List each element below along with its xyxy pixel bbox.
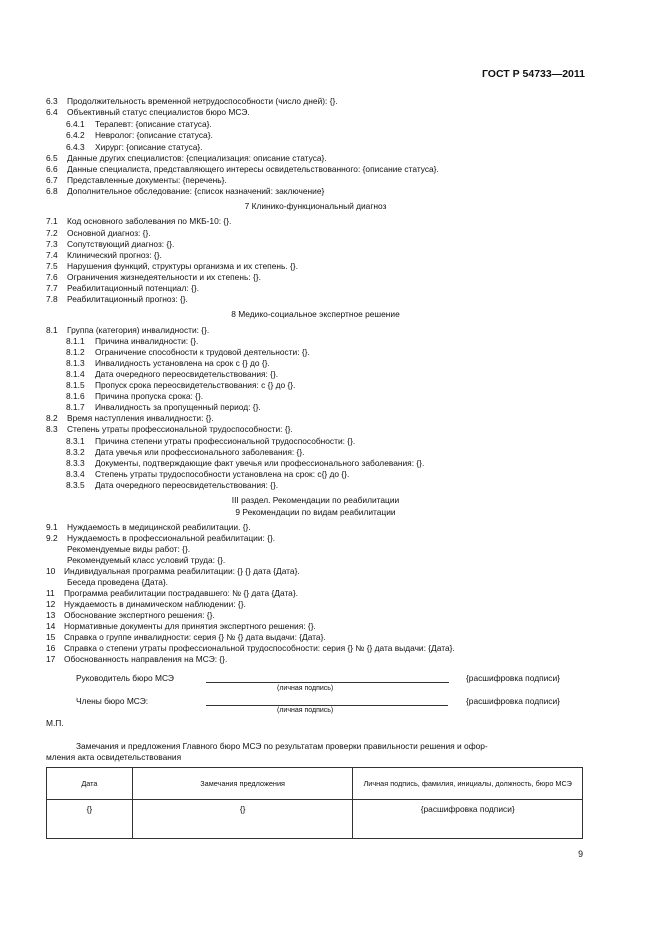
item-number: 8.3.3 <box>66 458 85 468</box>
item-text: Данные специалиста, представляющего интересы освидетельствованного: {описание статуса}. <box>67 164 439 174</box>
item-text: Инвалидность установлена на срок с {} до {}. <box>95 358 270 368</box>
item-text: Программа реабилитации пострадавшего: № {} дата {Дата}. <box>64 588 298 598</box>
item-text: Документы, подтверждающие факт увечья или профессионального заболевания: {}. <box>95 458 425 468</box>
item-text: Объективный статус специалистов бюро МСЭ. <box>67 107 250 117</box>
item-number: 8.1.4 <box>66 369 85 379</box>
item-text: Обоснование экспертного решения: {}. <box>64 610 215 620</box>
item-text: Причина степени утраты профессиональной трудоспособности: {}. <box>95 436 356 446</box>
item-number: 9.1 <box>46 522 58 532</box>
cell-signature: {расшифровка подписи} <box>353 800 583 839</box>
item-number: 7.4 <box>46 250 58 260</box>
item-number: 7.1 <box>46 216 58 226</box>
head-signature-line <box>206 682 449 683</box>
item-text: Нуждаемость в медицинской реабилитации. {}. <box>67 522 251 532</box>
item-number: 6.4.3 <box>66 142 85 152</box>
item-text: Дата очередного переосвидетельствования: {}. <box>95 369 279 379</box>
item-text: Рекомендуемый класс условий труда: {}. <box>67 555 226 565</box>
item-text: Ограничение способности к трудовой деятельности: {}. <box>95 347 310 357</box>
item-number: 12 <box>46 599 56 609</box>
section-title: 7 Клинико-функциональный диагноз <box>244 201 387 211</box>
item-number: 7.5 <box>46 261 58 271</box>
item-text: Невролог: {описание статуса}. <box>95 130 213 140</box>
item-text: Продолжительность временной нетрудоспособности (число дней): {}. <box>67 96 338 106</box>
item-text: Индивидуальная программа реабилитации: {} {} дата {Дата}. <box>64 566 300 576</box>
item-text: Нуждаемость в динамическом наблюдении: {}. <box>64 599 246 609</box>
item-number: 8.1.2 <box>66 347 85 357</box>
section-title: 8 Медико-социальное экспертное решение <box>231 309 400 319</box>
item-number: 6.6 <box>46 164 58 174</box>
item-text: Дата очередного переосвидетельствования: {}. <box>95 480 279 490</box>
item-number: 8.2 <box>46 413 58 423</box>
item-number: 8.3.5 <box>66 480 85 490</box>
item-text: Справка о группе инвалидности: серия {} № {} дата выдачи: {Дата}. <box>64 632 326 642</box>
item-number: 6.4 <box>46 107 58 117</box>
item-text: Основной диагноз: {}. <box>67 228 151 238</box>
header-date: Дата <box>47 768 133 800</box>
item-number: 17 <box>46 654 56 664</box>
item-text: Представленные документы: {перечень}. <box>67 175 227 185</box>
item-text: Рекомендуемые виды работ: {}. <box>67 544 191 554</box>
item-number: 8.3 <box>46 424 58 434</box>
item-number: 8.3.4 <box>66 469 85 479</box>
item-text: Данные других специалистов: {специализация: описание статуса}. <box>67 153 327 163</box>
item-number: 8.3.1 <box>66 436 85 446</box>
item-text: Причина пропуска срока: {}. <box>95 391 204 401</box>
item-text: Нуждаемость в профессиональной реабилитации: {}. <box>67 533 276 543</box>
remarks-line-1: Замечания и предложения Главного бюро МСЭ по результатам проверки правильности решения и офор- <box>76 741 488 751</box>
item-text: Клинический прогноз: {}. <box>67 250 162 260</box>
item-text: Время наступления инвалидности: {}. <box>67 413 214 423</box>
item-text: Хирург: {описание статуса}. <box>95 142 203 152</box>
item-text: Причина инвалидности: {}. <box>95 336 199 346</box>
item-text: Дата увечья или профессионального заболевания: {}. <box>95 447 305 457</box>
item-text: Реабилитационный прогноз: {}. <box>67 294 188 304</box>
item-number: 11 <box>46 588 55 598</box>
head-label: Руководитель бюро МСЭ <box>76 673 174 683</box>
header-signature <box>353 768 583 800</box>
item-number: 6.4.2 <box>66 130 85 140</box>
table-row <box>47 800 583 839</box>
item-number: 8.1.1 <box>66 336 85 346</box>
section-title: 9 Рекомендации по видам реабилитации <box>235 507 396 517</box>
remarks-line-2: мления акта освидетельствования <box>46 752 182 762</box>
members-sign-caption: (личная подпись) <box>277 707 334 714</box>
item-text: Реабилитационный потенциал: {}. <box>67 283 200 293</box>
item-number: 8.1.6 <box>66 391 85 401</box>
item-text: Нарушения функций, структуры организма и их степень. {}. <box>67 261 298 271</box>
item-text: Обоснованность направления на МСЭ: {}. <box>64 654 228 664</box>
members-decode: {расшифровка подписи} <box>466 696 560 706</box>
item-text: Беседа проведена {Дата}. <box>67 577 168 587</box>
item-number: 15 <box>46 632 56 642</box>
item-number: 14 <box>46 621 56 631</box>
item-number: 8.1.5 <box>66 380 85 390</box>
item-number: 7.8 <box>46 294 58 304</box>
item-number: 9.2 <box>46 533 58 543</box>
standard-header: ГОСТ Р 54733—2011 <box>481 68 585 80</box>
header-signature-text: Личная подпись, фамилия, инициалы, должность, бюро МСЭ <box>363 778 572 788</box>
item-number: 13 <box>46 610 56 620</box>
header-remarks: Замечания предложения <box>132 768 353 800</box>
item-number: 6.7 <box>46 175 58 185</box>
item-number: 7.7 <box>46 283 58 293</box>
table-header-row <box>47 768 583 800</box>
item-text: Терапевт: {описание статуса}. <box>95 119 212 129</box>
item-text: Нормативные документы для принятия экспертного решения: {}. <box>64 621 316 631</box>
head-sign-caption: (личная подпись) <box>277 685 334 692</box>
item-text: Код основного заболевания по МКБ-10: {}. <box>67 216 232 226</box>
item-text: Пропуск срока переосвидетельствования: с {} до {}. <box>95 380 296 390</box>
item-number: 10 <box>46 566 56 576</box>
item-number: 8.1.3 <box>66 358 85 368</box>
cell-remarks: {} <box>132 800 353 839</box>
item-text: Дополнительное обследование: {список назначений: заключение} <box>67 186 325 196</box>
members-signature-line <box>206 705 448 706</box>
section-title: III раздел. Рекомендации по реабилитации <box>231 495 400 505</box>
item-text: Сопутствующий диагноз: {}. <box>67 239 175 249</box>
item-text: Справка о степени утраты профессиональной трудоспособности: серия {} № {} дата выдачи: {Дата}. <box>64 643 455 653</box>
item-text: Ограничения жизнедеятельности и их степень: {}. <box>67 272 261 282</box>
item-number: 7.3 <box>46 239 58 249</box>
item-number: 7.6 <box>46 272 58 282</box>
item-number: 8.3.2 <box>66 447 85 457</box>
remarks-table <box>46 767 583 839</box>
item-number: 6.3 <box>46 96 58 106</box>
item-number: 8.1 <box>46 325 58 335</box>
item-number: 7.2 <box>46 228 58 238</box>
head-decode: {расшифровка подписи} <box>466 673 560 683</box>
item-number: 6.4.1 <box>66 119 85 129</box>
item-number: 16 <box>46 643 56 653</box>
item-number: 6.5 <box>46 153 58 163</box>
item-text: Группа (категория) инвалидности: {}. <box>67 325 210 335</box>
item-number: 6.8 <box>46 186 58 196</box>
page-number: 9 <box>578 849 583 859</box>
item-text: Степень утраты трудоспособности установлена на срок: с{} до {}. <box>95 469 350 479</box>
cell-date: {} <box>47 800 133 839</box>
item-number: 8.1.7 <box>66 402 85 412</box>
item-text: Степень утраты профессиональной трудоспособности: {}. <box>67 424 293 434</box>
members-label: Члены бюро МСЭ: <box>76 696 149 706</box>
stamp-place: М.П. <box>46 718 64 728</box>
item-text: Инвалидность за пропущенный период: {}. <box>95 402 261 412</box>
